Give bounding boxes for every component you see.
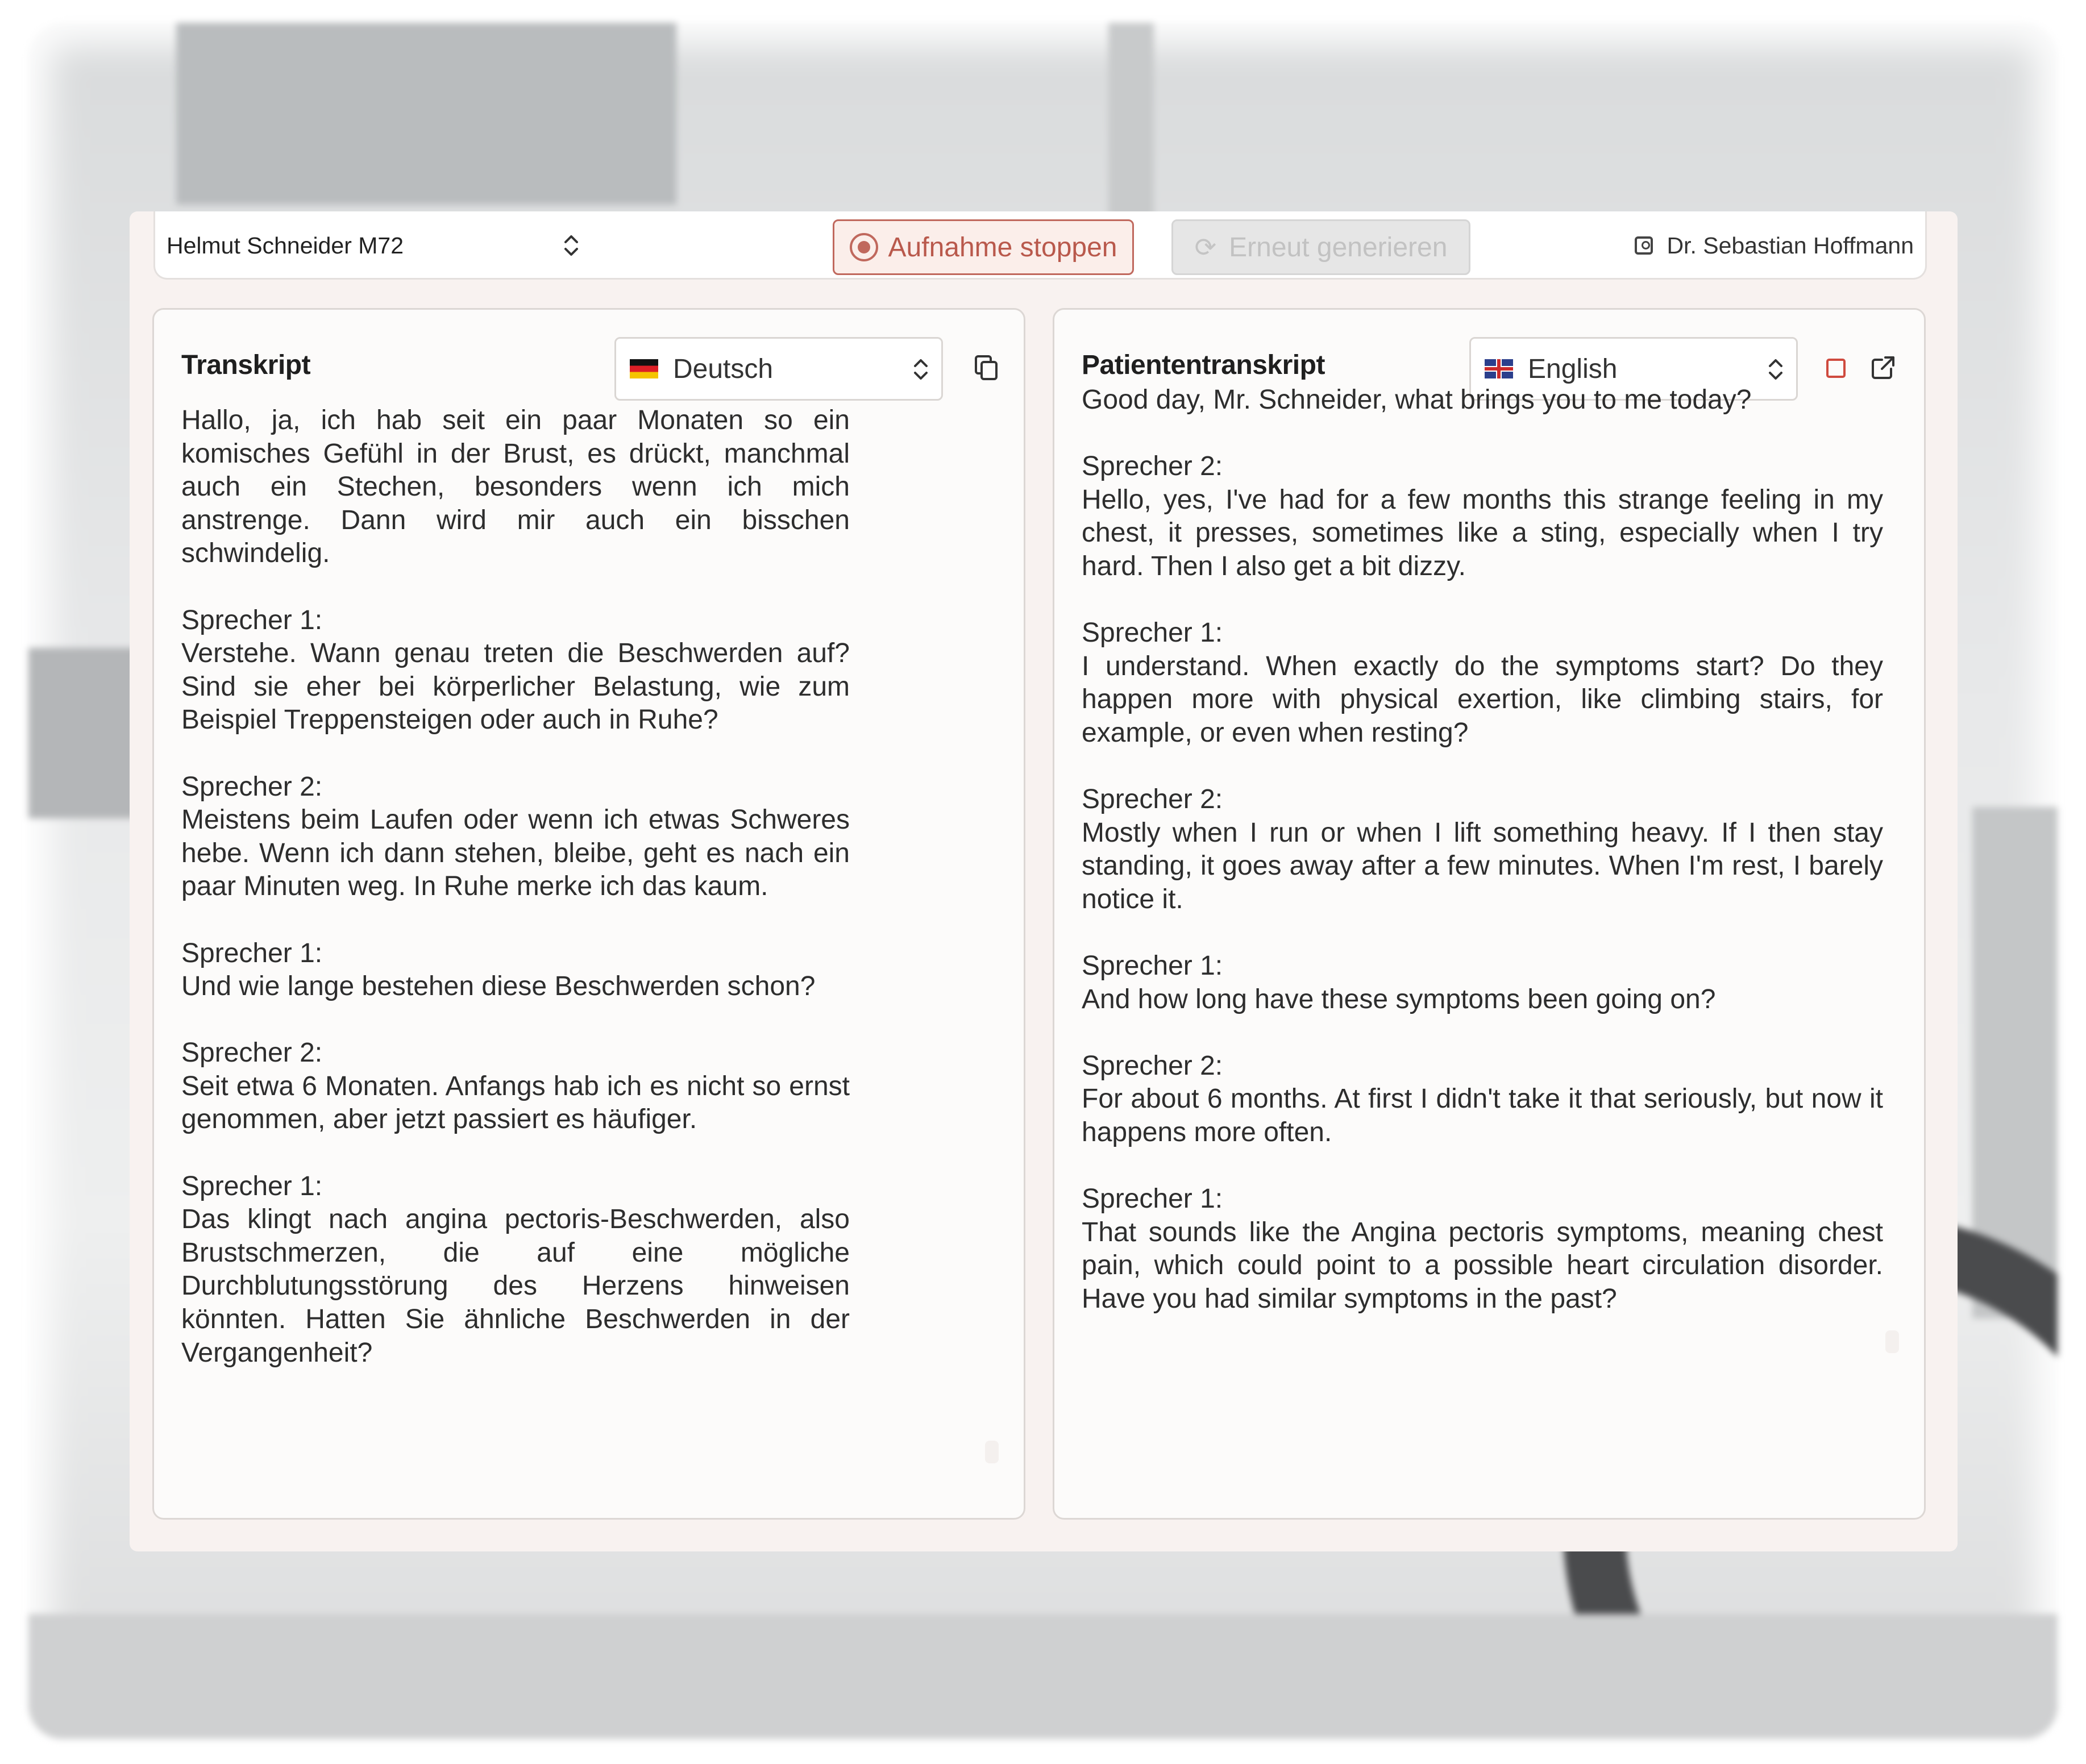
regenerate-button[interactable] — [1171, 219, 1470, 275]
patient-name: Helmut Schneider M72 — [167, 232, 404, 259]
chevron-updown-icon — [1765, 356, 1786, 383]
language-label: Deutsch — [673, 353, 774, 384]
language-select[interactable] — [614, 337, 943, 401]
patient-select[interactable] — [167, 211, 587, 280]
language-label: English — [1528, 353, 1618, 384]
uk-flag-icon — [1485, 359, 1513, 378]
external-link-icon[interactable] — [1866, 351, 1900, 385]
scrollbar[interactable] — [985, 1441, 999, 1463]
top-bar — [153, 211, 1927, 280]
copy-icon[interactable] — [967, 351, 1001, 385]
chevron-updown-icon — [561, 232, 581, 259]
panel-title: Transkript — [181, 350, 311, 380]
doctor-name: Dr. Sebastian Hoffmann — [1667, 232, 1914, 259]
scrollbar[interactable] — [1885, 1330, 1899, 1353]
record-icon — [850, 233, 878, 261]
user-badge-icon — [1635, 236, 1653, 255]
stop-square-icon[interactable] — [1818, 351, 1852, 385]
transcript-text[interactable]: Hallo, ja, ich hab seit ein paar Monaten so ein komisches Gefühl in der Brust, es drückt, manchmal auch ein Stechen, besonders wenn ich mich anstrenge. Dann wird mir auch ein bisschen schwindelig. Sprecher 1: Verstehe. Wann genau treten die Beschwerden auf? Sind sie eher bei körperlicher Belastung, wie zum Beispiel Treppensteigen oder auch in Ruhe? Sprecher 2: Meistens beim Laufen oder wenn ich etwas Schweres hebe. Wenn ich dann stehen, bleibe, geht es nach ein paar Minuten weg. In Ruhe merke ich das kaum. Sprecher 1: Und wie lange bestehen diese Beschwerden schon? Sprecher 2: Seit etwa 6 Monaten. Anfangs hab ich es nicht so ernst genommen, aber jetzt passiert es häufiger. Sprecher 1: Das klingt nach angina pectoris-Beschwerden, also Brustschmerzen, die auf eine mögliche Durchblutungsstörung des Herzens hinweisen könnten. Hatten Sie ähnliche Beschwerden in der Vergangenheit? — [181, 405, 850, 1368]
patient-transcript-text[interactable]: Good day, Mr. Schneider, what brings you to me today? Sprecher 2: Hello, yes, I've had for a few months this strange feeling in my chest, it presses, sometimes like a sting, especially when I try hard. Then I also get a bit dizzy. Sprecher 1: I understand. When exactly do the symptoms start? Do they happen more with physical exertion, like climbing stairs, for example, or even when resting? Sprecher 2: Mostly when I run or when I lift something heavy. If I then stay standing, it goes away after a few minutes. When I'm rest, I barely notice it. Sprecher 1: And how long have these symptoms been going on? Sprecher 2: For about 6 months. At first I didn't take it that seriously, but now it happens more often. Sprecher 1: That sounds like the Angina pectoris symptoms, meaning chest pain, which could point to a possible heart circulation disorder. Have you had similar symptoms in the past? — [1082, 385, 1883, 1314]
german-flag-icon — [630, 359, 658, 378]
transcript-panel — [152, 308, 1025, 1520]
stop-recording-label: Aufnahme stoppen — [888, 232, 1117, 263]
patient-transcript-panel — [1053, 308, 1926, 1520]
panel-title: Patiententranskript — [1082, 350, 1325, 380]
regenerate-label: Erneut generieren — [1229, 232, 1448, 263]
refresh-icon: ⟳ — [1194, 232, 1217, 262]
stop-recording-button[interactable] — [833, 219, 1134, 275]
doctor-info[interactable] — [1635, 211, 1914, 280]
app-window — [130, 211, 1958, 1551]
chevron-updown-icon — [911, 356, 931, 383]
